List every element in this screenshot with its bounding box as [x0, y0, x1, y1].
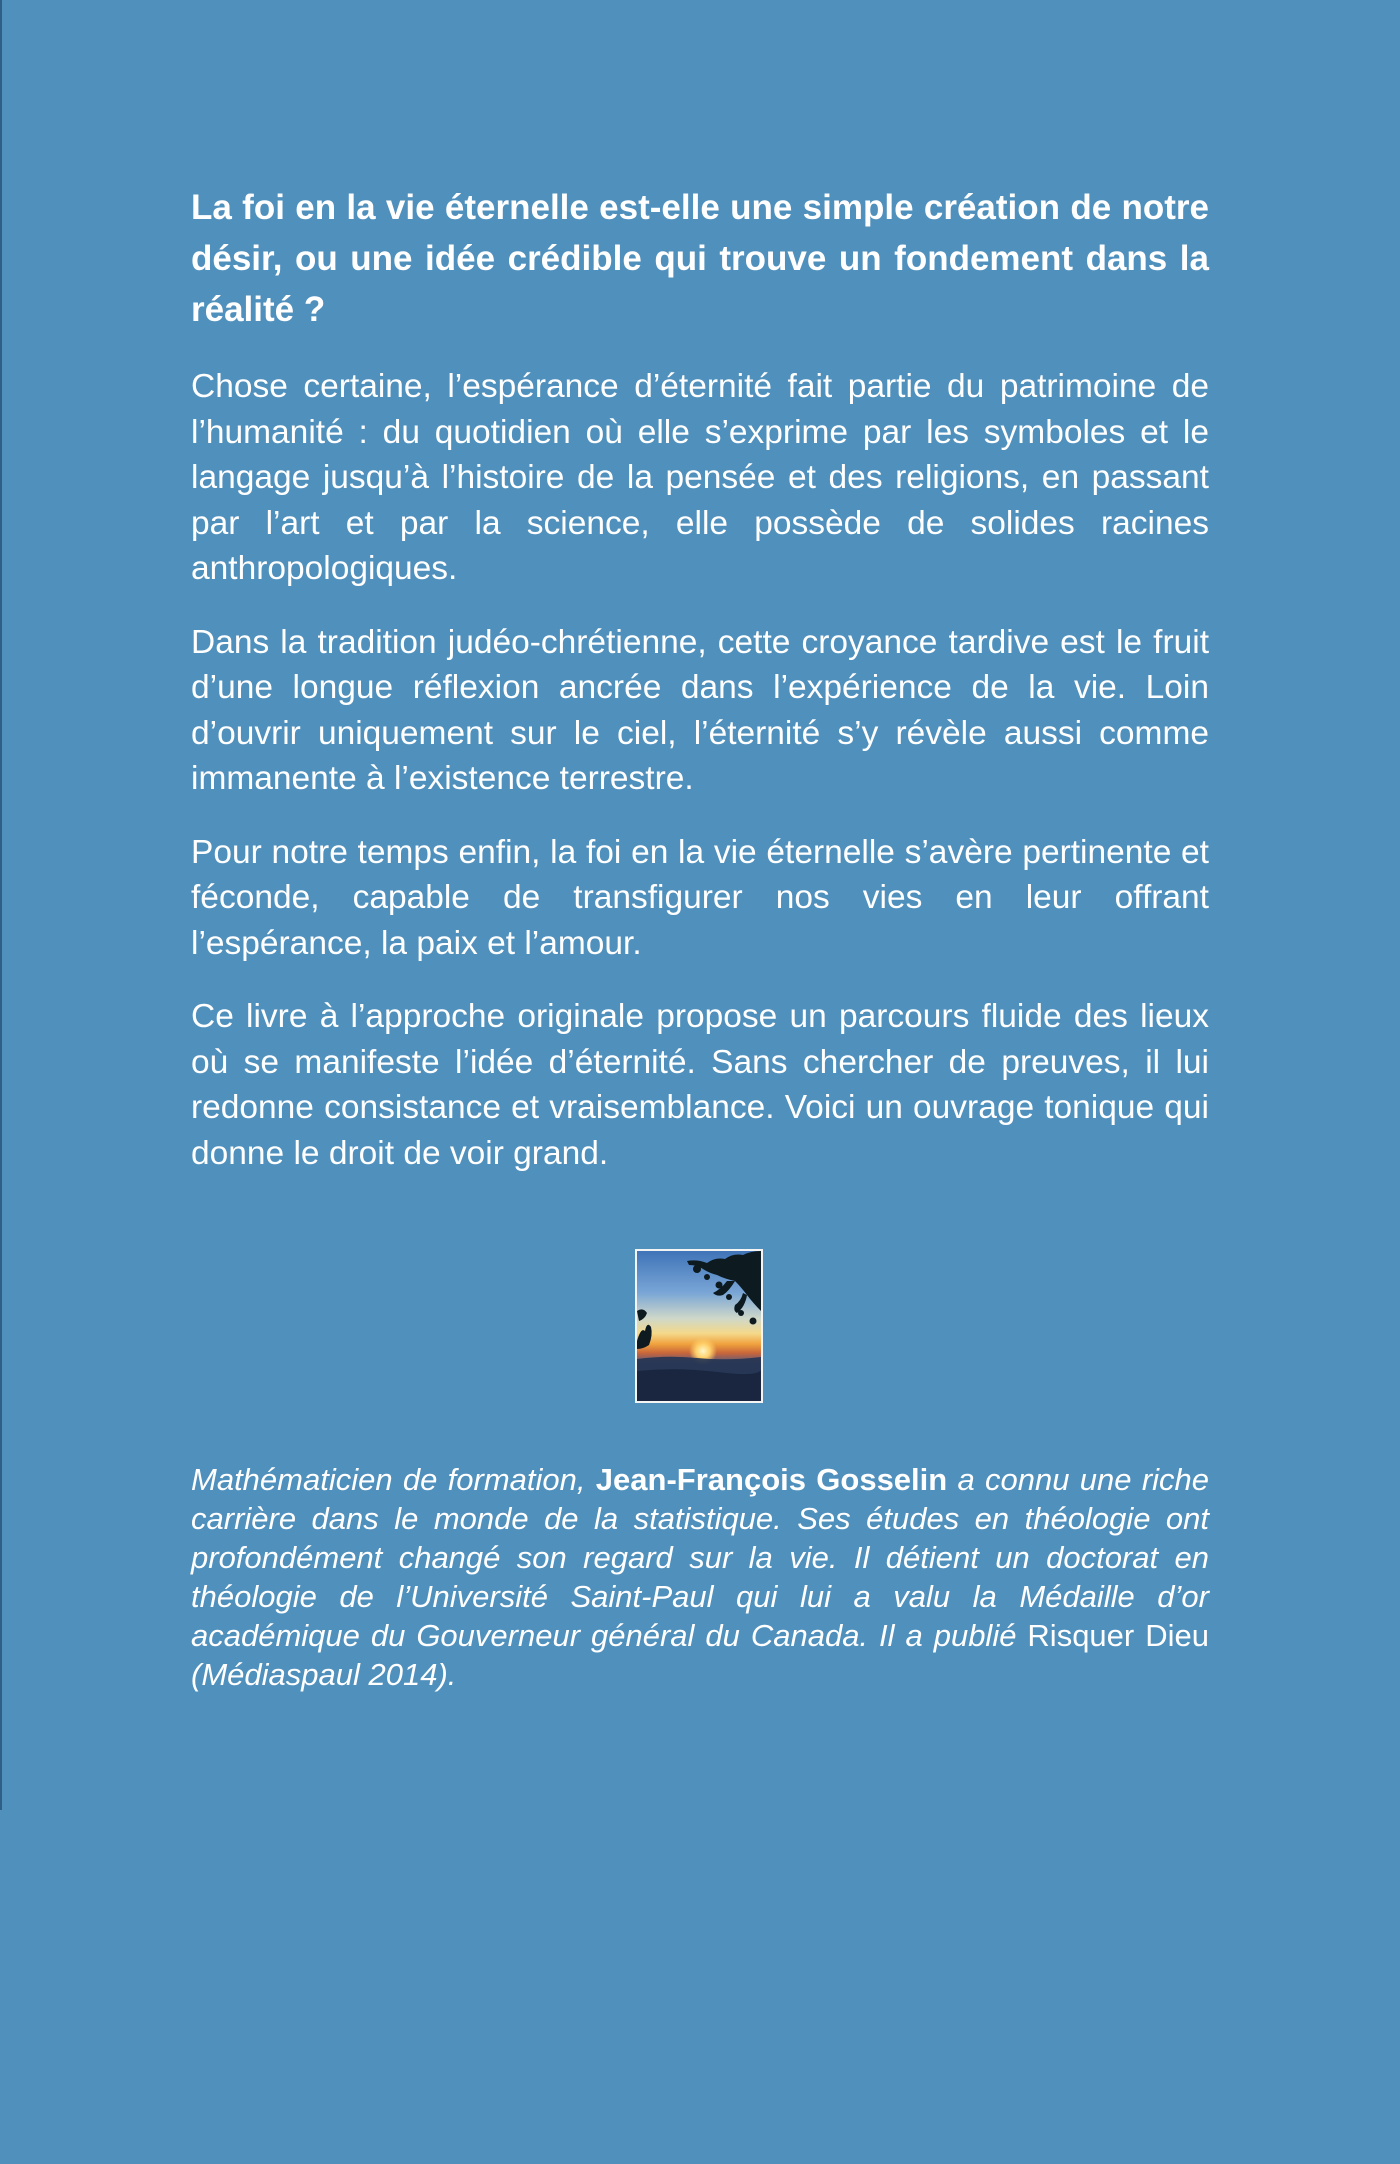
sunset-thumbnail — [635, 1249, 763, 1403]
author-bio — [191, 1460, 1209, 1694]
paragraph-tradition: Dans la tradition judéo-chrétienne, cette croyance tardive est le fruit d’une longue réflexion ancrée dans l’expérience de la vie. Loin d’ouvrir uniquement sur le ciel, l’éternité s’y révèle aussi comme immanente à l’existence terrestre. — [191, 623, 1209, 797]
bio-text-middle: a connu une riche carrière dans le monde de la statistique. Ses études en théologie ont profondément changé son regard sur la vie. Il détient un doctorat en théologie de l’Université Saint-Paul qui lui a valu la Médaille d’or académique du Gouverneur général du Canada. Il a publié — [191, 1462, 1210, 1653]
blurb — [191, 182, 1209, 1204]
previous-book-title: Risquer Dieu — [1027, 1618, 1209, 1653]
paragraph-book: Ce livre à l’approche originale propose un parcours fluide des lieux où se manifeste l’idée d’éternité. Sans chercher de preuves, il lui redonne consistance et vraisemblance. Voici un ouvrage tonique qui donne le droit de voir grand. — [191, 998, 1209, 1172]
paragraph-our-time: Pour notre temps enfin, la foi en la vie éternelle s’avère pertinente et féconde, capable de transfigurer nos vies en leur offrant l’espérance, la paix et l’amour. — [191, 833, 1209, 962]
sunset-image — [637, 1251, 761, 1401]
page-edge-line — [0, 0, 2, 1810]
paragraph-heritage: Chose certaine, l’espérance d’éternité fait partie du patrimoine de l’humanité : du quotidien où elle s’exprime par les symboles et le langage jusqu’à l’histoire de la pensée et des religions, en passant par l’art et par la science, elle possède de solides racines anthropologiques. — [191, 368, 1209, 587]
bio-text-end: (Médiaspaul 2014). — [191, 1657, 457, 1692]
lead-question: La foi en la vie éternelle est-elle une simple création de notre désir, ou une idée crédible qui trouve un fondement dans la réalité ? — [191, 188, 1209, 329]
author-name: Jean-François Gosselin — [595, 1462, 948, 1497]
bio-text-start: Mathématicien de formation, — [191, 1462, 596, 1497]
